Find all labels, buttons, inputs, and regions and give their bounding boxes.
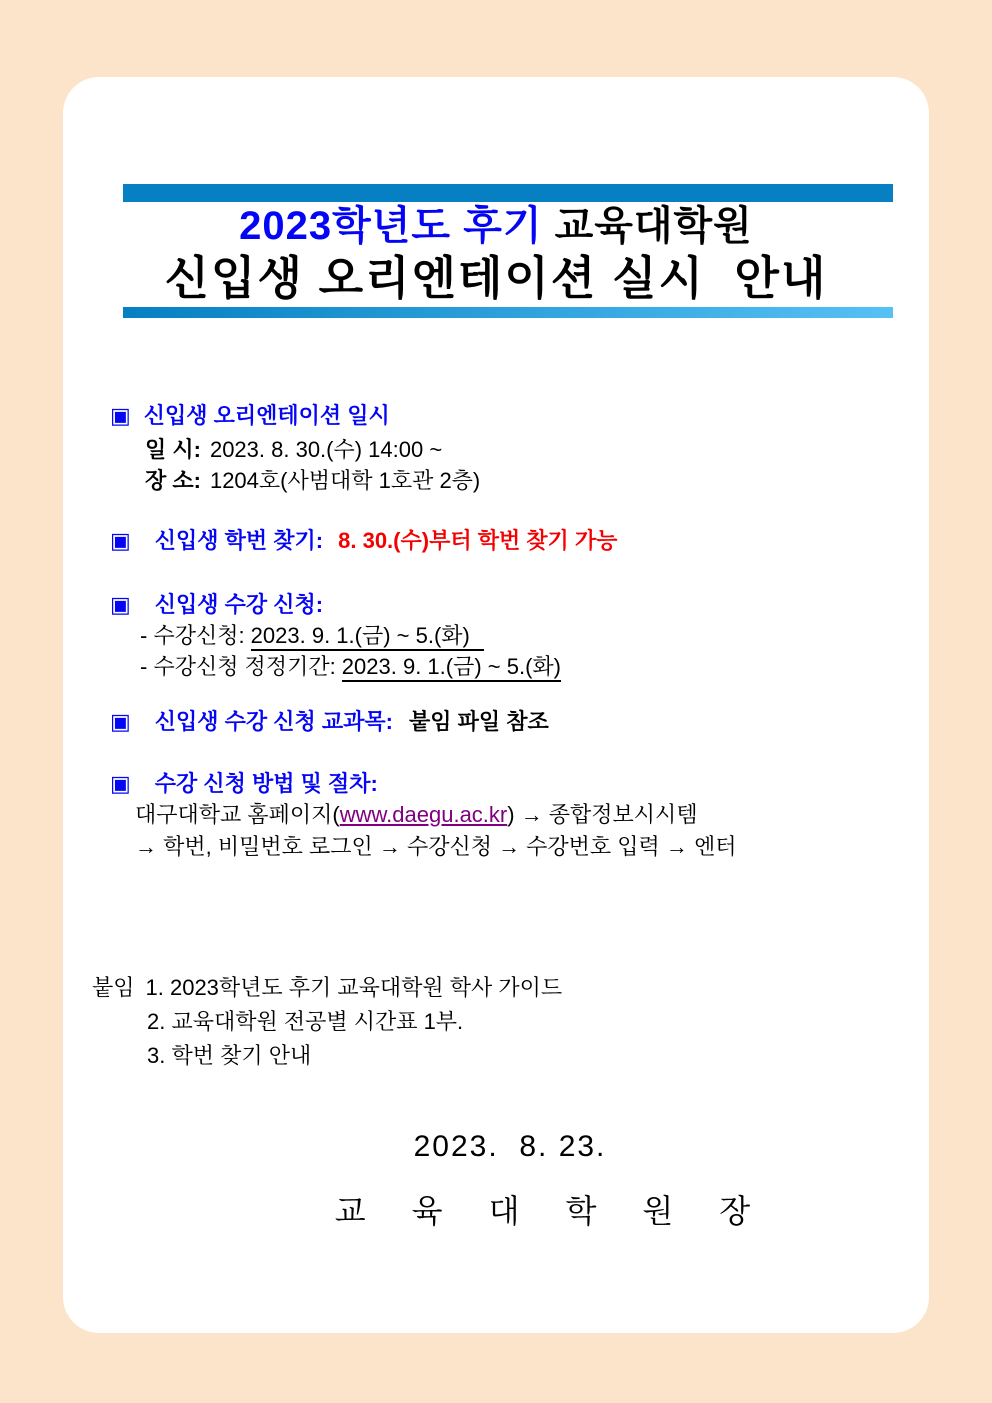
section-bullet-icon: ▣ bbox=[110, 709, 131, 734]
title-graduate-school: 교육대학원 bbox=[542, 204, 753, 248]
section-method-heading bbox=[110, 770, 378, 797]
place-value: 1204호(사범대학 1호관 2층) bbox=[209, 468, 481, 493]
correction-period-value: 2023. 9. 1.(금) ~ 5.(화) bbox=[342, 654, 561, 682]
section-heading-label: 신입생 수강 신청: bbox=[154, 592, 324, 617]
attachment-label: 붙임 bbox=[92, 975, 135, 1000]
attachment-row-3 bbox=[147, 1042, 311, 1069]
registration-correction-row bbox=[140, 653, 561, 680]
attachment-item: 2. 교육대학원 전공별 시간표 1부. bbox=[147, 1009, 464, 1034]
header-gradient-bar bbox=[123, 307, 893, 318]
method-step-line1 bbox=[135, 801, 698, 828]
document-title-line2: 신입생 오리엔테이션 실시 안내 bbox=[164, 252, 828, 304]
signature-dean: 교 육 대 학 원 장 bbox=[334, 1193, 770, 1229]
portal-text: ) → 종합정보시시템 bbox=[507, 802, 698, 827]
daegu-homepage-link[interactable]: www.daegu.ac.kr bbox=[339, 802, 508, 827]
header-top-bar bbox=[123, 184, 893, 202]
datetime-value: 2023. 8. 30.(수) 14:00 ~ bbox=[209, 437, 443, 462]
section-heading-label: 신입생 오리엔테이션 일시 bbox=[143, 403, 390, 428]
datetime-label: 일 시: bbox=[145, 437, 201, 462]
section-heading-label: 신입생 수강 신청 교과목: bbox=[154, 709, 393, 734]
registration-label: - 수강신청: bbox=[140, 623, 251, 648]
document-title-line1 bbox=[0, 202, 992, 250]
section-bullet-icon: ▣ bbox=[110, 771, 131, 796]
id-lookup-availability: 8. 30.(수)부터 학번 찾기 가능 bbox=[338, 528, 618, 553]
document-date: 2023. 8. 23. bbox=[413, 1130, 607, 1163]
section-heading-label: 신입생 학번 찾기: bbox=[154, 528, 324, 553]
orientation-place-row bbox=[145, 467, 480, 494]
title-year-term: 2023학년도 후기 bbox=[239, 204, 543, 248]
attachment-item: 3. 학번 찾기 안내 bbox=[147, 1043, 312, 1068]
orientation-datetime-row bbox=[145, 436, 442, 463]
section-heading-label: 수강 신청 방법 및 절차: bbox=[154, 771, 378, 796]
attachment-row-2 bbox=[147, 1008, 463, 1035]
section-bullet-icon: ▣ bbox=[110, 592, 131, 617]
registration-period-row bbox=[140, 622, 484, 649]
section-orientation-heading bbox=[110, 402, 390, 429]
attachment-item: 1. 2023학년도 후기 교육대학원 학사 가이드 bbox=[145, 975, 563, 1000]
section-bullet-icon: ▣ bbox=[110, 528, 131, 553]
place-label: 장 소: bbox=[145, 468, 201, 493]
section-bullet-icon: ▣ bbox=[110, 403, 131, 428]
correction-label: - 수강신청 정정기간: bbox=[140, 654, 342, 679]
homepage-text: 대구대학교 홈페이지( bbox=[135, 802, 340, 827]
section-registration-heading bbox=[110, 591, 323, 618]
course-list-reference: 붙임 파일 참조 bbox=[408, 709, 549, 734]
registration-period-value: 2023. 9. 1.(금) ~ 5.(화) bbox=[251, 623, 484, 651]
section-id-lookup bbox=[110, 527, 617, 554]
section-course-list bbox=[110, 708, 549, 735]
attachment-row-1 bbox=[92, 974, 562, 1001]
method-step-line2: → 학번, 비밀번호 로그인 → 수강신청 → 수강번호 입력 → 엔터 bbox=[135, 834, 737, 859]
